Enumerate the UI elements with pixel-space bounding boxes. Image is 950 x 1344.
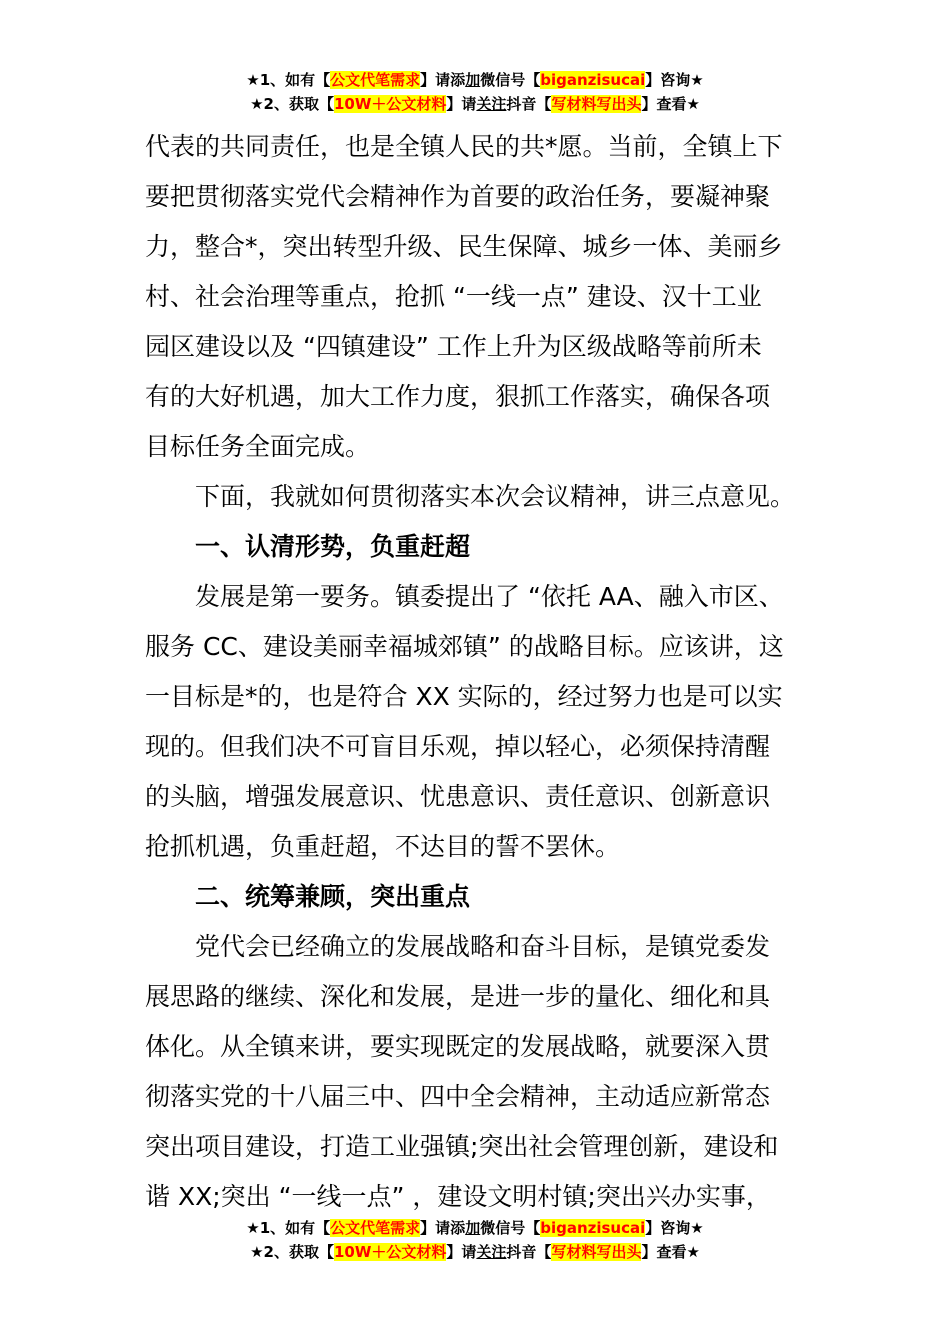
banner-text: ★1、如有【 bbox=[246, 71, 331, 89]
banner-underlined-text: 关注 bbox=[476, 95, 507, 113]
body-line: 代表的共同责任，也是全镇人民的共*愿。当前，全镇上下 bbox=[145, 132, 783, 161]
banner-text: 微信号【 bbox=[480, 71, 541, 89]
body-line: 彻落实党的十八届三中、四中全会精神，主动适应新常态 bbox=[145, 1082, 771, 1111]
banner-text: 】请添 bbox=[420, 71, 466, 89]
body-line: 发展是第一要务。镇委提出了 “依托 AA、融入市区、 bbox=[195, 582, 784, 611]
document-body bbox=[145, 122, 807, 1222]
banner-highlight: 写材料写出头 bbox=[551, 95, 642, 113]
bottom-banner bbox=[0, 1216, 950, 1264]
section-heading: 二、统筹兼顾，突出重点 bbox=[195, 882, 471, 911]
body-line: 展思路的继续、深化和发展，是进一步的量化、细化和具 bbox=[145, 982, 771, 1011]
body-line: 目标任务全面完成。 bbox=[145, 432, 371, 461]
body-line: 谐 XX;突出 “一线一点” ，建设文明村镇;突出兴办实事， bbox=[145, 1182, 771, 1211]
body-line: 体化。从全镇来讲，要实现既定的发展战略，就要深入贯 bbox=[145, 1032, 771, 1061]
banner-line-2 bbox=[0, 1240, 950, 1264]
body-line: 有的大好机遇，加大工作力度，狠抓工作落实，确保各项 bbox=[145, 382, 771, 411]
banner-text: 】咨询★ bbox=[645, 71, 704, 89]
body-line: 现的。但我们决不可盲目乐观，掉以轻心，必须保持清醒 bbox=[145, 732, 771, 761]
banner-highlight: 10W＋公文材料 bbox=[333, 95, 447, 113]
banner-highlight: 公文代笔需求 bbox=[330, 1219, 421, 1237]
body-line: 的头脑，增强发展意识、忧患意识、责任意识、创新意识 bbox=[145, 782, 771, 811]
banner-line-1 bbox=[0, 68, 950, 92]
banner-text: 】咨询★ bbox=[645, 1219, 704, 1237]
banner-highlight: 公文代笔需求 bbox=[330, 71, 421, 89]
body-line: 园区建设以及 “四镇建设” 工作上升为区级战略等前所未 bbox=[145, 332, 762, 361]
top-banner bbox=[0, 68, 950, 116]
body-line: 服务 CC、建设美丽幸福城郊镇” 的战略目标。应该讲，这 bbox=[145, 632, 784, 661]
banner-text: 】请添 bbox=[420, 1219, 466, 1237]
banner-text: 】查看★ bbox=[641, 1243, 700, 1261]
banner-underlined-text: 加 bbox=[465, 71, 481, 89]
body-line: 下面，我就如何贯彻落实本次会议精神，讲三点意见。 bbox=[195, 482, 796, 511]
banner-text: 抖音【 bbox=[506, 95, 552, 113]
banner-text: 】查看★ bbox=[641, 95, 700, 113]
banner-highlight: 10W＋公文材料 bbox=[333, 1243, 447, 1261]
banner-underlined-text: 关注 bbox=[476, 1243, 507, 1261]
banner-text: 】请 bbox=[446, 1243, 477, 1261]
banner-line-1 bbox=[0, 1216, 950, 1240]
body-line: 抢抓机遇，负重赶超，不达目的誓不罢休。 bbox=[145, 832, 621, 861]
banner-text: 】请 bbox=[446, 95, 477, 113]
body-line: 力，整合*，突出转型升级、民生保障、城乡一体、美丽乡 bbox=[145, 232, 783, 261]
banner-highlight: biganzisucai bbox=[540, 71, 646, 89]
body-line: 村、社会治理等重点，抢抓 “一线一点” 建设、汉十工业 bbox=[145, 282, 762, 311]
banner-line-2 bbox=[0, 92, 950, 116]
banner-text: 微信号【 bbox=[480, 1219, 541, 1237]
banner-text: 抖音【 bbox=[506, 1243, 552, 1261]
body-line: 要把贯彻落实党代会精神作为首要的政治任务，要凝神聚 bbox=[145, 182, 771, 211]
body-line: 一目标是*的，也是符合 XX 实际的，经过努力也是可以实 bbox=[145, 682, 783, 711]
banner-highlight: biganzisucai bbox=[540, 1219, 646, 1237]
banner-text: ★2、获取【 bbox=[250, 1243, 334, 1261]
banner-text: ★1、如有【 bbox=[246, 1219, 331, 1237]
section-heading: 一、认清形势，负重赶超 bbox=[195, 532, 471, 561]
banner-text: ★2、获取【 bbox=[250, 95, 334, 113]
body-line: 党代会已经确立的发展战略和奋斗目标，是镇党委发 bbox=[195, 932, 771, 961]
banner-highlight: 写材料写出头 bbox=[551, 1243, 642, 1261]
banner-underlined-text: 加 bbox=[465, 1219, 481, 1237]
body-line: 突出项目建设，打造工业强镇;突出社会管理创新，建设和 bbox=[145, 1132, 779, 1161]
